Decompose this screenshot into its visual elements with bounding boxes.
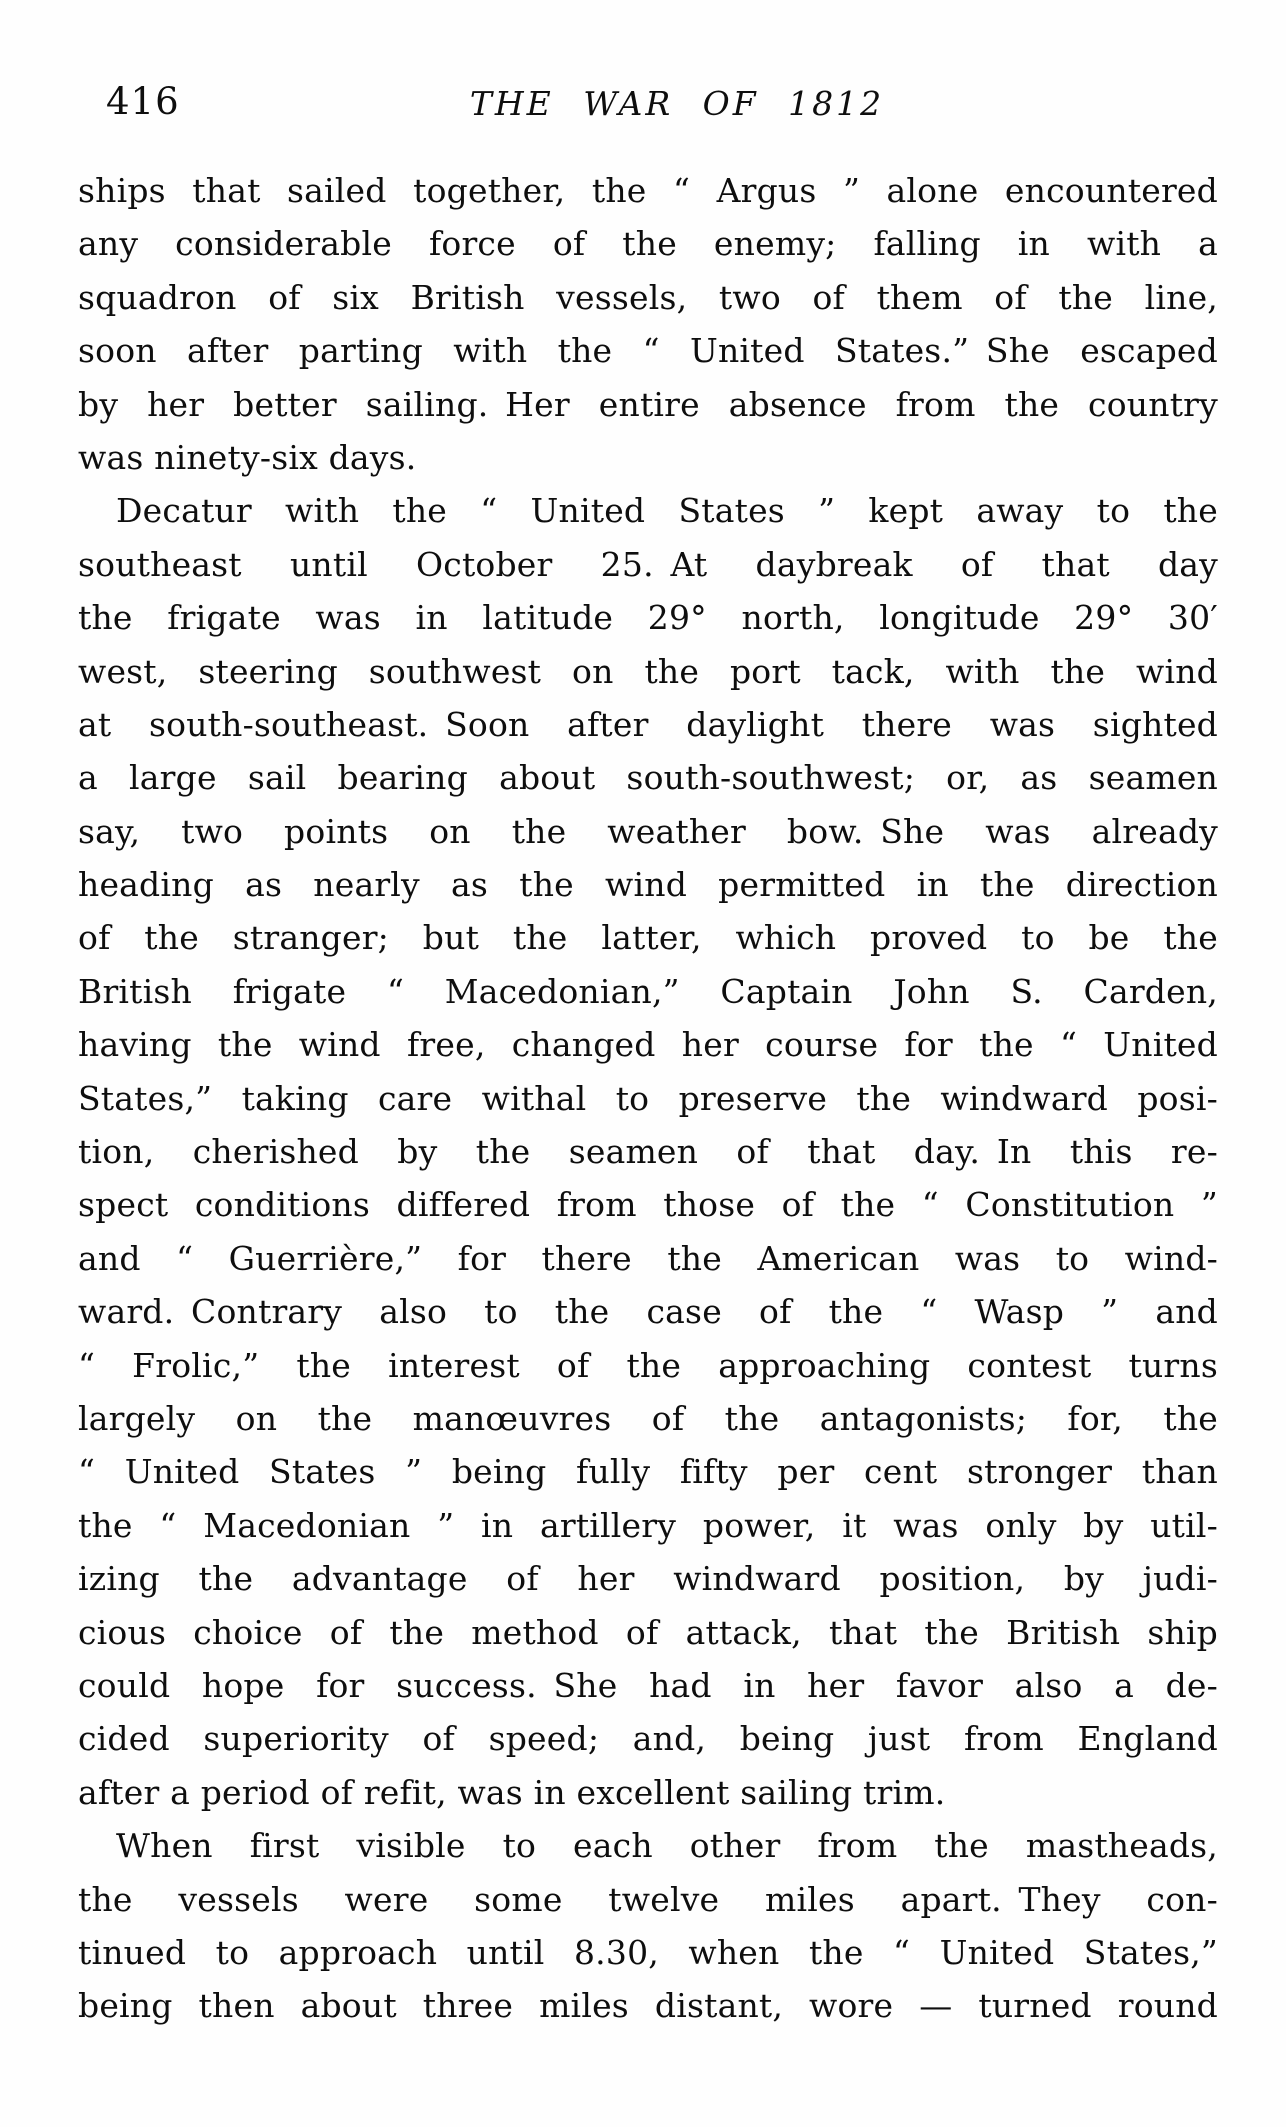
text-line: tion, cherished by the seamen of that day. In this re- <box>78 1132 1218 1172</box>
text-line: heading as nearly as the wind permitted in the direction <box>78 865 1218 905</box>
text-line: British frigate “ Macedonian,” Captain John S. Carden, <box>78 971 1218 1011</box>
text-line: having the wind free, changed her course for the “ United <box>78 1025 1218 1065</box>
page-header <box>0 82 1286 126</box>
running-title: THE WAR OF 1812 <box>469 84 885 123</box>
text-line: west, steering southwest on the port tack, with the wind <box>78 651 1218 691</box>
text-line: southeast until October 25. At daybreak of that day <box>78 544 1218 584</box>
text-line: cided superiority of speed; and, being just from England <box>78 1719 1218 1759</box>
text-line: When first visible to each other from the mastheads, <box>116 1826 1218 1866</box>
text-line: “ United States ” being fully fifty per cent stronger than <box>78 1452 1218 1492</box>
text-line: Decatur with the “ United States ” kept away to the <box>116 491 1218 531</box>
text-line: States,” taking care withal to preserve the windward posi- <box>78 1078 1218 1118</box>
text-line: izing the advantage of her windward position, by judi- <box>78 1559 1218 1599</box>
text-line: at south-southeast. Soon after daylight there was sighted <box>78 704 1218 744</box>
text-line: spect conditions differed from those of the “ Constitution ” <box>78 1185 1218 1225</box>
text-line: ships that sailed together, the “ Argus ” alone encountered <box>78 171 1218 210</box>
text-line: squadron of six British vessels, two of them of the line, <box>78 277 1218 317</box>
text-line: being then about three miles distant, wore — turned round <box>78 1986 1218 2026</box>
text-line: “ Frolic,” the interest of the approaching contest turns <box>78 1345 1218 1385</box>
text-line: a large sail bearing about south-southwest; or, as seamen <box>78 758 1218 798</box>
text-line: was ninety-six days. <box>78 437 417 477</box>
text-line: soon after parting with the “ United States.” She escaped <box>78 331 1218 371</box>
text-line: any considerable force of the enemy; falling in with a <box>78 224 1218 264</box>
text-line: the vessels were some twelve miles apart. They con- <box>78 1879 1218 1919</box>
text-line: could hope for success. She had in her favor also a de- <box>78 1665 1218 1705</box>
body-text <box>78 164 1218 2033</box>
text-line: the frigate was in latitude 29° north, longitude 29° 30′ <box>78 598 1218 638</box>
page-number: 416 <box>106 80 180 123</box>
text-line: after a period of refit, was in excellent sailing trim. <box>78 1772 946 1812</box>
text-line: by her better sailing. Her entire absence from the country <box>78 384 1218 424</box>
text-line: ward. Contrary also to the case of the “ Wasp ” and <box>78 1292 1218 1332</box>
text-line: and “ Guerrière,” for there the American was to wind- <box>78 1238 1218 1278</box>
text-line: cious choice of the method of attack, that the British ship <box>78 1612 1218 1652</box>
text-line: say, two points on the weather bow. She was already <box>78 811 1218 851</box>
text-line: the “ Macedonian ” in artillery power, it was only by util- <box>78 1505 1218 1545</box>
text-line: of the stranger; but the latter, which proved to be the <box>78 918 1218 958</box>
text-line: largely on the manœuvres of the antagonists; for, the <box>78 1398 1218 1438</box>
text-line: tinued to approach until 8.30, when the “ United States,” <box>78 1932 1218 1972</box>
